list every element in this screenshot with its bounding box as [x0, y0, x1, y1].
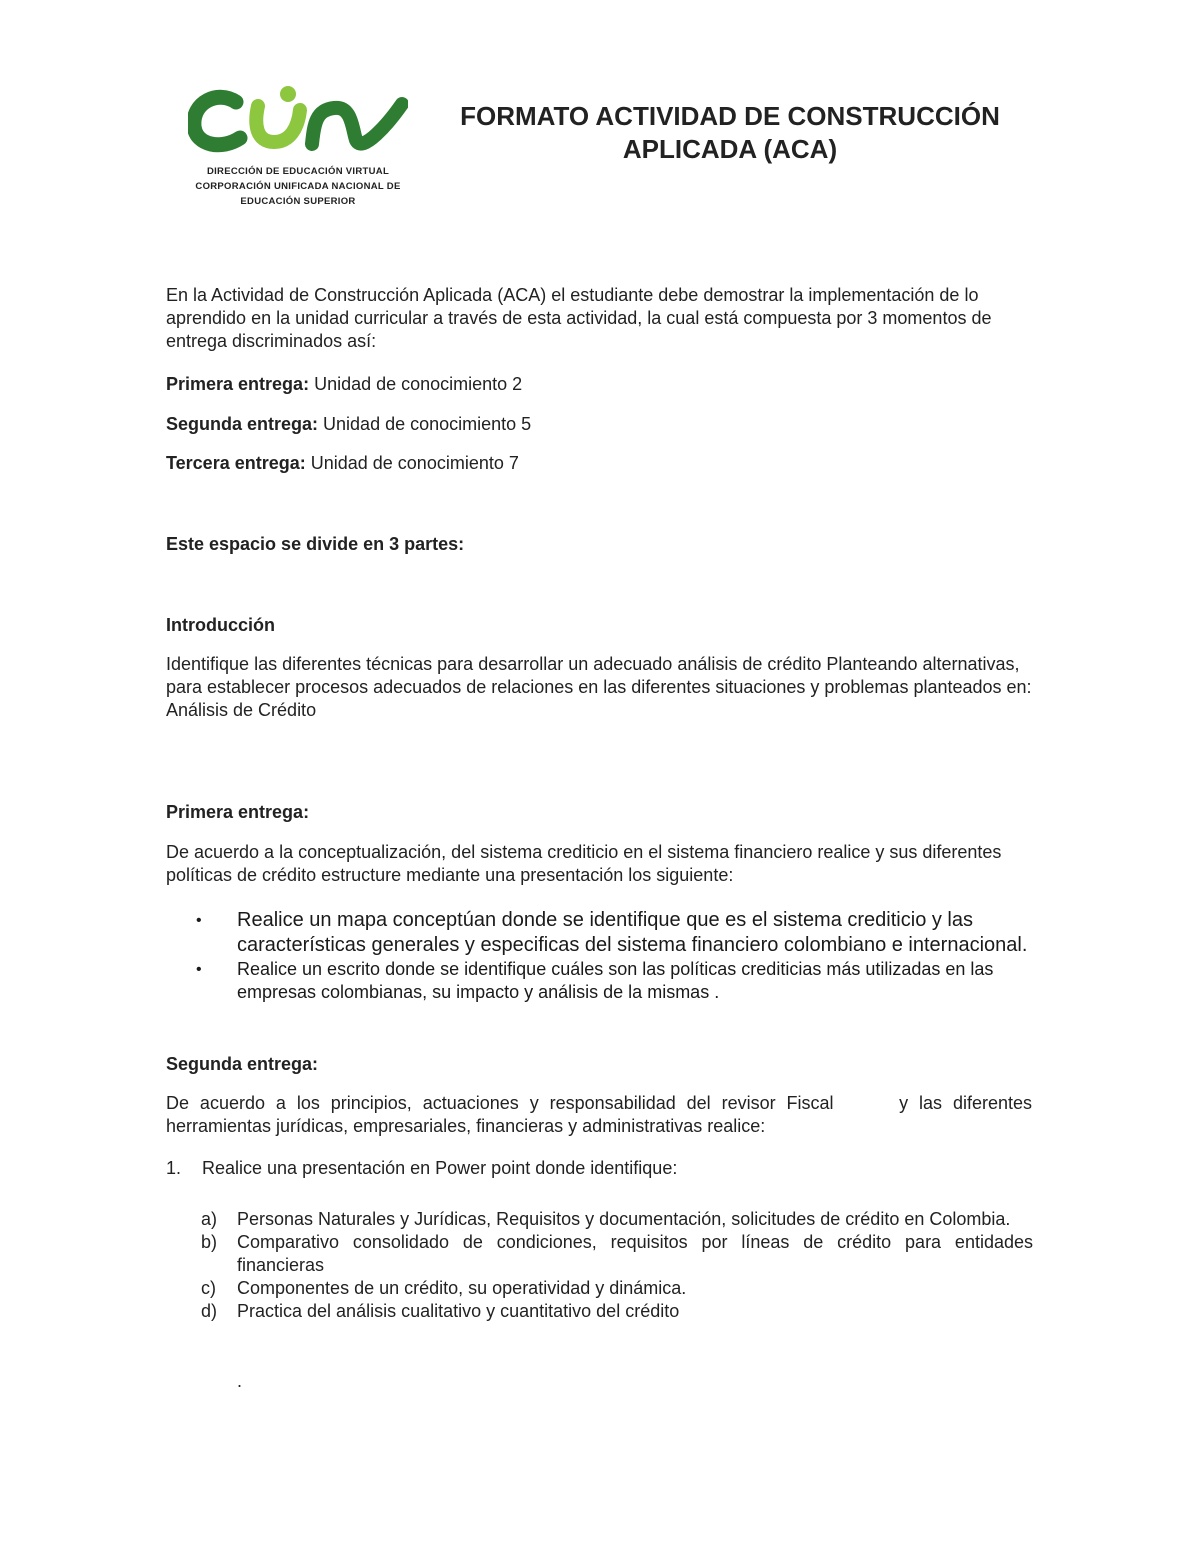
delivery-value: Unidad de conocimiento 7	[305, 453, 519, 473]
introduccion-heading-text: Introducción	[166, 615, 275, 635]
cun-logo	[188, 84, 408, 209]
bullet-item	[166, 908, 1036, 958]
parts-heading-text: Este espacio se divide en 3 partes:	[166, 534, 465, 554]
bullet-dot: •	[196, 912, 202, 929]
sub-item-list	[201, 1208, 1033, 1323]
sub-item-text: Comparativo consolidado de condiciones, requisitos por líneas de crédito para entidades financieras	[237, 1232, 1033, 1275]
delivery-2	[166, 413, 1032, 436]
logo-subtitle	[188, 164, 408, 209]
primera-bullet-list	[166, 908, 1036, 1004]
title-line-1: FORMATO ACTIVIDAD DE CONSTRUCCIÓN	[460, 101, 1000, 131]
bullet-text: Realice un mapa conceptúan donde se identifique que es el sistema crediticio y las características generales y especificas del sistema financiero colombiano e internacional.	[237, 909, 1028, 956]
logo-sub-line: EDUCACIÓN SUPERIOR	[240, 196, 356, 207]
title-line-2: APLICADA (ACA)	[622, 134, 838, 164]
segunda-heading-text: Segunda entrega:	[166, 1054, 319, 1074]
delivery-label: Segunda entrega:	[166, 414, 319, 434]
delivery-1	[166, 373, 1032, 396]
sub-item-text: Practica del análisis cualitativo y cuantitativo del crédito	[237, 1301, 680, 1321]
sub-item	[201, 1300, 1033, 1323]
sub-item-letter: d)	[201, 1301, 218, 1321]
introduccion-text: Identifique las diferentes técnicas para desarrollar un adecuado análisis de crédito Planteando alternativas, para establecer procesos adecuados de relaciones en las diferentes situaciones y problemas planteados en: Análisis de Crédito	[166, 654, 1032, 720]
delivery-label: Primera entrega:	[166, 374, 310, 394]
sub-item	[201, 1208, 1033, 1231]
sub-item	[201, 1277, 1033, 1300]
numbered-item	[166, 1157, 677, 1180]
logo-sub-line: CORPORACIÓN UNIFICADA NACIONAL DE	[195, 181, 401, 192]
cun-logo-graphic	[188, 84, 408, 156]
trailing-dot: .	[237, 1371, 243, 1391]
sub-item-text: Componentes de un crédito, su operatividad y dinámica.	[237, 1278, 687, 1298]
segunda-text: De acuerdo a los principios, actuaciones y responsabilidad del revisor Fiscal y las diferentes herramientas jurídicas, empresariales, financieras y administrativas realice:	[166, 1093, 1038, 1136]
primera-heading	[166, 801, 1032, 824]
parts-heading	[166, 533, 1032, 556]
item-text: Realice una presentación en Power point donde identifique:	[202, 1158, 678, 1178]
delivery-label: Tercera entrega:	[166, 453, 306, 473]
logo-sub-line: DIRECCIÓN DE EDUCACIÓN VIRTUAL	[206, 166, 390, 177]
bullet-item	[166, 958, 1036, 1004]
delivery-3	[166, 452, 1032, 475]
bullet-text: Realice un escrito donde se identifique cuáles son las políticas crediticias más utilizadas en las empresas colombianas, su impacto y análisis de la mismas .	[237, 959, 994, 1002]
introduccion-heading	[166, 614, 1032, 637]
sub-item-letter: b)	[201, 1232, 218, 1252]
primera-heading-text: Primera entrega:	[166, 802, 310, 822]
bullet-dot: •	[196, 961, 202, 978]
sub-item-letter: a)	[201, 1209, 218, 1229]
primera-text: De acuerdo a la conceptualización, del sistema crediticio en el sistema financiero realice y sus diferentes políticas de crédito estructure mediante una presentación los siguiente:	[166, 842, 1002, 885]
delivery-value: Unidad de conocimiento 5	[318, 414, 532, 434]
sub-item-letter: c)	[201, 1278, 216, 1298]
segunda-heading	[166, 1053, 1032, 1076]
item-number: 1.	[166, 1158, 182, 1178]
sub-item-text: Personas Naturales y Jurídicas, Requisitos y documentación, solicitudes de crédito en Colombia.	[237, 1209, 1011, 1229]
document-title	[430, 100, 1030, 166]
intro-paragraph: En la Actividad de Construcción Aplicada (ACA) el estudiante debe demostrar la implementación de lo aprendido en la unidad curricular a través de esta actividad, la cual está compuesta por 3 momentos de entrega discriminados así:	[166, 285, 992, 351]
sub-item	[201, 1231, 1033, 1277]
delivery-value: Unidad de conocimiento 2	[309, 374, 523, 394]
